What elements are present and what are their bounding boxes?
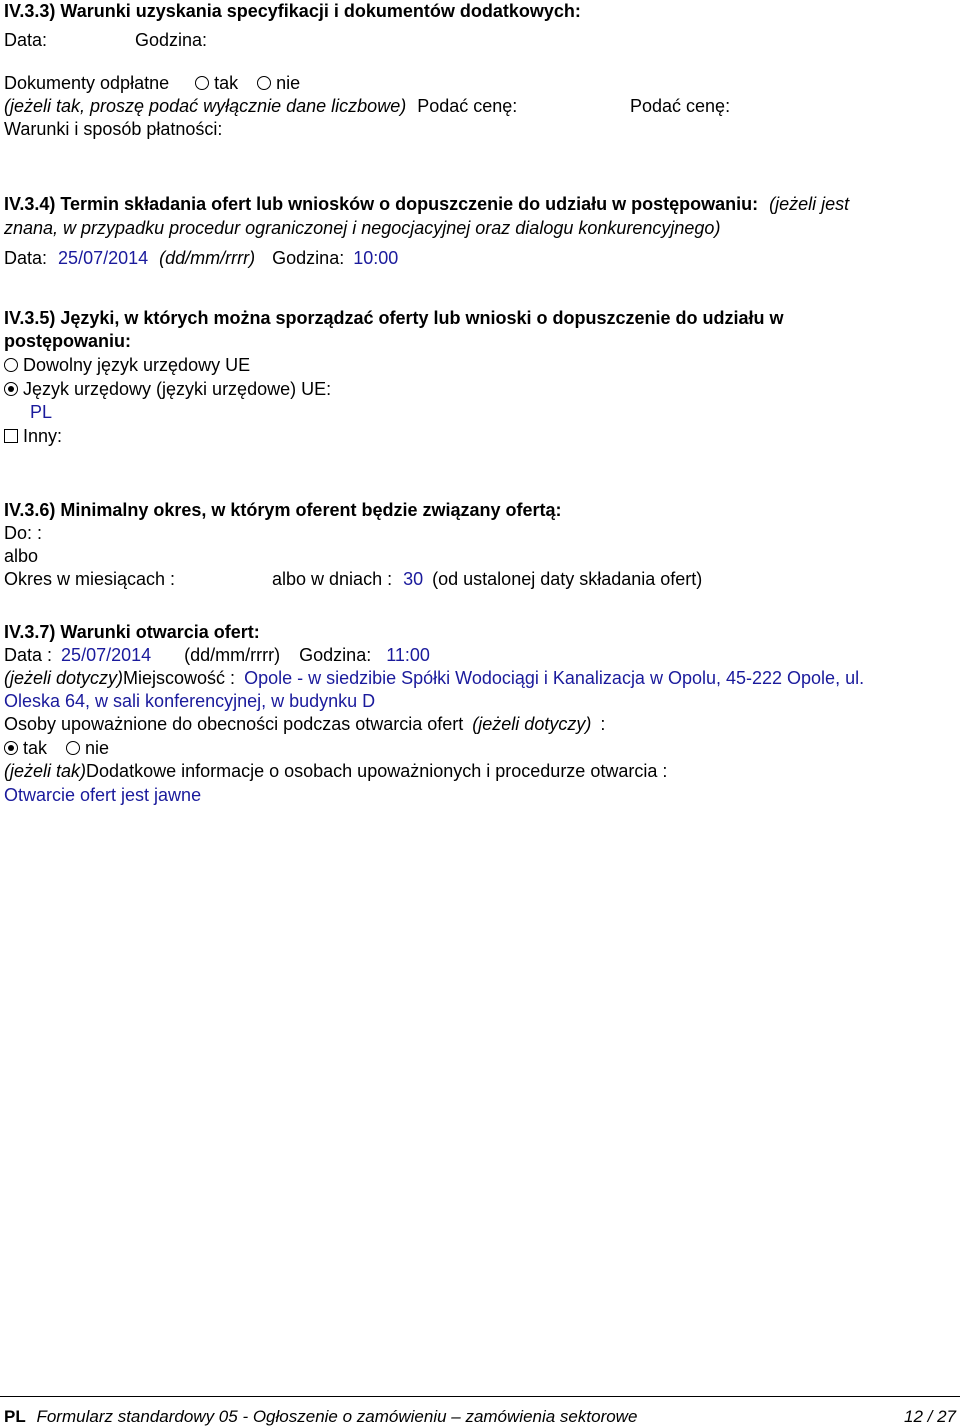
radio-label-official-language: Język urzędowy (języki urzędowe) UE: bbox=[23, 379, 332, 399]
opening-date: 25/07/2014 bbox=[61, 645, 152, 665]
opening-place-line1: Opole - w siedzibie Spółki Wodociągi i Kanalizacja w Opolu, 45-222 Opole, ul. bbox=[244, 668, 865, 688]
footer bbox=[4, 1406, 637, 1428]
radio-option-tak[interactable] bbox=[4, 737, 47, 759]
date-format: (dd/mm/rrrr) bbox=[159, 248, 256, 268]
radio-option-official-language[interactable] bbox=[4, 378, 331, 400]
note-if-applicable: (jeżeli dotyczy) bbox=[472, 714, 592, 734]
colon: : bbox=[600, 714, 606, 734]
radio-empty-icon bbox=[257, 76, 271, 90]
row-price bbox=[4, 95, 731, 117]
footer-title: Formularz standardowy 05 - Ogłoszenie o zamówieniu – zamówienia sektorowe bbox=[36, 1407, 638, 1426]
section-heading-iv-3-5-cont: postępowaniu: bbox=[4, 331, 131, 351]
label-albo: albo bbox=[4, 546, 39, 566]
label-data: Data : bbox=[4, 645, 53, 665]
note-if-applicable: (jeżeli dotyczy) bbox=[4, 668, 124, 688]
label-godzina: Godzina: bbox=[272, 248, 345, 268]
label-extra-info: Dodatkowe informacje o osobach upoważnionych i procedurze otwarcia : bbox=[86, 761, 668, 781]
section-heading-iv-3-6: IV.3.6) Minimalny okres, w którym oferent będzie związany ofertą: bbox=[4, 500, 562, 520]
footer-page-number: 12 / 27 bbox=[904, 1407, 956, 1426]
radio-option-nie[interactable] bbox=[257, 72, 300, 94]
label-godzina: Godzina: bbox=[299, 645, 372, 665]
checkbox-empty-icon bbox=[4, 429, 18, 443]
checkbox-other-language[interactable] bbox=[4, 425, 62, 447]
note-s34-line2: znana, w przypadku procedur ograniczonej i negocjacyjnej oraz dialogu konkurencyjnego) bbox=[4, 218, 721, 238]
section-heading-iv-3-4: IV.3.4) Termin składania ofert lub wniosków o dopuszczenie do udziału w postępowaniu: bbox=[4, 194, 759, 214]
language-value: PL bbox=[30, 402, 53, 422]
row-s34-heading bbox=[4, 193, 849, 215]
days-value: 30 bbox=[403, 569, 424, 589]
note-if-yes: (jeżeli tak) bbox=[4, 761, 87, 781]
radio-option-any-language[interactable] bbox=[4, 354, 250, 376]
radio-label-nie: nie bbox=[85, 738, 110, 758]
date-format: (dd/mm/rrrr) bbox=[184, 645, 281, 665]
deadline-date: 25/07/2014 bbox=[58, 248, 149, 268]
label-do: Do: : bbox=[4, 523, 43, 543]
note-if-yes: (jeżeli tak, proszę podać wyłącznie dane liczbowe) bbox=[4, 96, 407, 116]
label-place: Miejscowość : bbox=[123, 668, 236, 688]
radio-label-any-language: Dowolny język urzędowy UE bbox=[23, 355, 251, 375]
radio-label-tak: tak bbox=[23, 738, 48, 758]
radio-selected-icon bbox=[4, 741, 18, 755]
radio-empty-icon bbox=[195, 76, 209, 90]
radio-label-tak: tak bbox=[214, 73, 239, 93]
radio-empty-icon bbox=[4, 358, 18, 372]
label-price-1: Podać cenę: bbox=[417, 96, 518, 116]
days-group bbox=[272, 568, 702, 590]
label-data: Data: bbox=[4, 248, 48, 268]
radio-selected-icon bbox=[4, 382, 18, 396]
radio-option-nie[interactable] bbox=[66, 737, 109, 759]
row-paid-docs bbox=[4, 72, 314, 94]
radio-label-nie: nie bbox=[276, 73, 301, 93]
label-authorized-persons: Osoby upoważnione do obecności podczas otwarcia ofert bbox=[4, 714, 464, 734]
row-extra-info bbox=[4, 760, 667, 782]
label-godzina: Godzina: bbox=[135, 30, 208, 50]
row-authorized-persons bbox=[4, 713, 605, 735]
section-heading-iv-3-3: IV.3.3) Warunki uzyskania specyfikacji i dokumentów dodatkowych: bbox=[4, 1, 581, 21]
label-price-2: Podać cenę: bbox=[630, 96, 731, 116]
radio-empty-icon bbox=[66, 741, 80, 755]
row-s33-date bbox=[4, 29, 208, 51]
extra-info-value: Otwarcie ofert jest jawne bbox=[4, 785, 202, 805]
label-paid-docs: Dokumenty odpłatne bbox=[4, 73, 170, 93]
label-months: Okres w miesiącach : bbox=[4, 569, 176, 589]
row-opening-place bbox=[4, 667, 864, 689]
footer-lang: PL bbox=[4, 1407, 26, 1426]
label-data: Data: bbox=[4, 30, 48, 50]
row-s34-deadline bbox=[4, 247, 398, 269]
row-opening-date bbox=[4, 644, 430, 666]
days-note: (od ustalonej daty składania ofert) bbox=[432, 569, 703, 589]
row-validity-period bbox=[4, 568, 703, 590]
deadline-time: 10:00 bbox=[353, 248, 399, 268]
row-authorized-options bbox=[4, 737, 123, 759]
checkbox-label-other: Inny: bbox=[23, 426, 63, 446]
opening-time: 11:00 bbox=[386, 645, 430, 665]
radio-option-tak[interactable] bbox=[195, 72, 238, 94]
footer-divider bbox=[0, 1396, 960, 1397]
label-days: albo w dniach : bbox=[272, 569, 393, 589]
note-s34-line1: (jeżeli jest bbox=[769, 194, 850, 214]
opening-place-line2: Oleska 64, w sali konferencyjnej, w budynku D bbox=[4, 691, 376, 711]
label-payment-terms: Warunki i sposób płatności: bbox=[4, 119, 223, 139]
section-heading-iv-3-5: IV.3.5) Języki, w których można sporządzać oferty lub wnioski o dopuszczenie do udziału w bbox=[4, 308, 784, 328]
section-heading-iv-3-7: IV.3.7) Warunki otwarcia ofert: bbox=[4, 622, 260, 642]
